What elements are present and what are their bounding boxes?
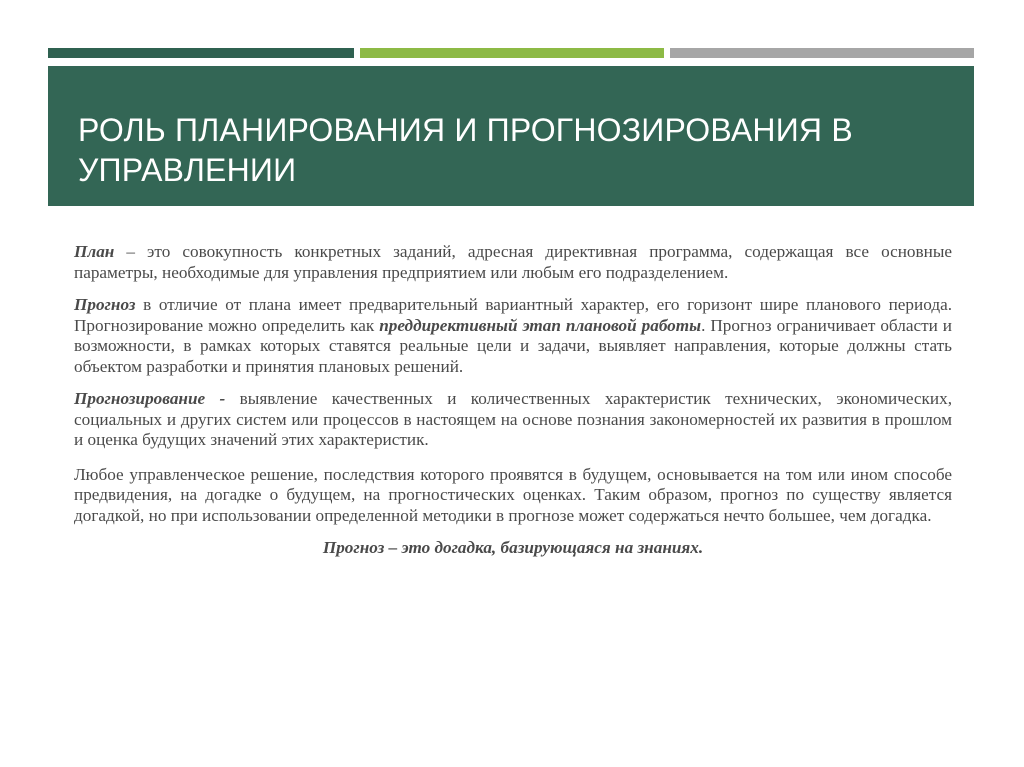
- accent-stripe-dark-green: [48, 48, 354, 58]
- paragraph-plan: [74, 242, 952, 283]
- paragraph-management-decision: [74, 465, 952, 527]
- conclusion-statement: Прогноз – это догадка, базирующаяся на знаниях.: [322, 538, 704, 557]
- paragraph-forecast-text-2: . Прогноз ограничивает области и возможности, в рамках которых ставятся реальные цели и задачи, выявляет направления, которые должны стать объектом разработки и принятия плановых решений.: [74, 315, 952, 376]
- term-forecasting: Прогнозирование -: [74, 389, 226, 408]
- title-banner: [48, 66, 974, 206]
- paragraph-forecast: [74, 295, 952, 377]
- paragraph-forecast-text-1: в отличие от плана имеет предварительный вариантный характер, его горизонт шире планового периода. Прогнозирование можно определить как: [74, 295, 952, 335]
- paragraph-forecasting-text: выявление качественных и количественных характеристик технических, экономических, социальных и других систем или процессов в настоящем на основе познания закономерностей их развития в прошлом и оценка будущих значений этих характеристик.: [74, 389, 952, 449]
- slide-body: [74, 242, 952, 571]
- emphasis-predirective-stage: преддирективный этап плановой работы: [379, 315, 702, 335]
- slide-title: РОЛЬ ПЛАНИРОВАНИЯ И ПРОГНОЗИРОВАНИЯ В УПРАВЛЕНИИ: [78, 112, 853, 188]
- paragraph-forecasting: [74, 389, 952, 451]
- accent-stripe-gray: [670, 48, 974, 58]
- term-plan: План: [74, 242, 115, 261]
- accent-stripe-light-green: [360, 48, 664, 58]
- term-forecast: Прогноз: [74, 295, 136, 314]
- paragraph-plan-text: – это совокупность конкретных заданий, адресная директивная программа, содержащая все основные параметры, необходимые для управления предприятием или любым его подразделением.: [74, 242, 952, 282]
- paragraph-management-decision-text: Любое управленческое решение, последствия которого проявятся в будущем, основывается на том или ином способе предвидения, на догадке о будущем, на прогностических оценках. Таким образом, прогноз по существу является догадкой, но при использовании определенной методики в прогнозе может содержаться нечто большее, чем догадка.: [74, 464, 952, 525]
